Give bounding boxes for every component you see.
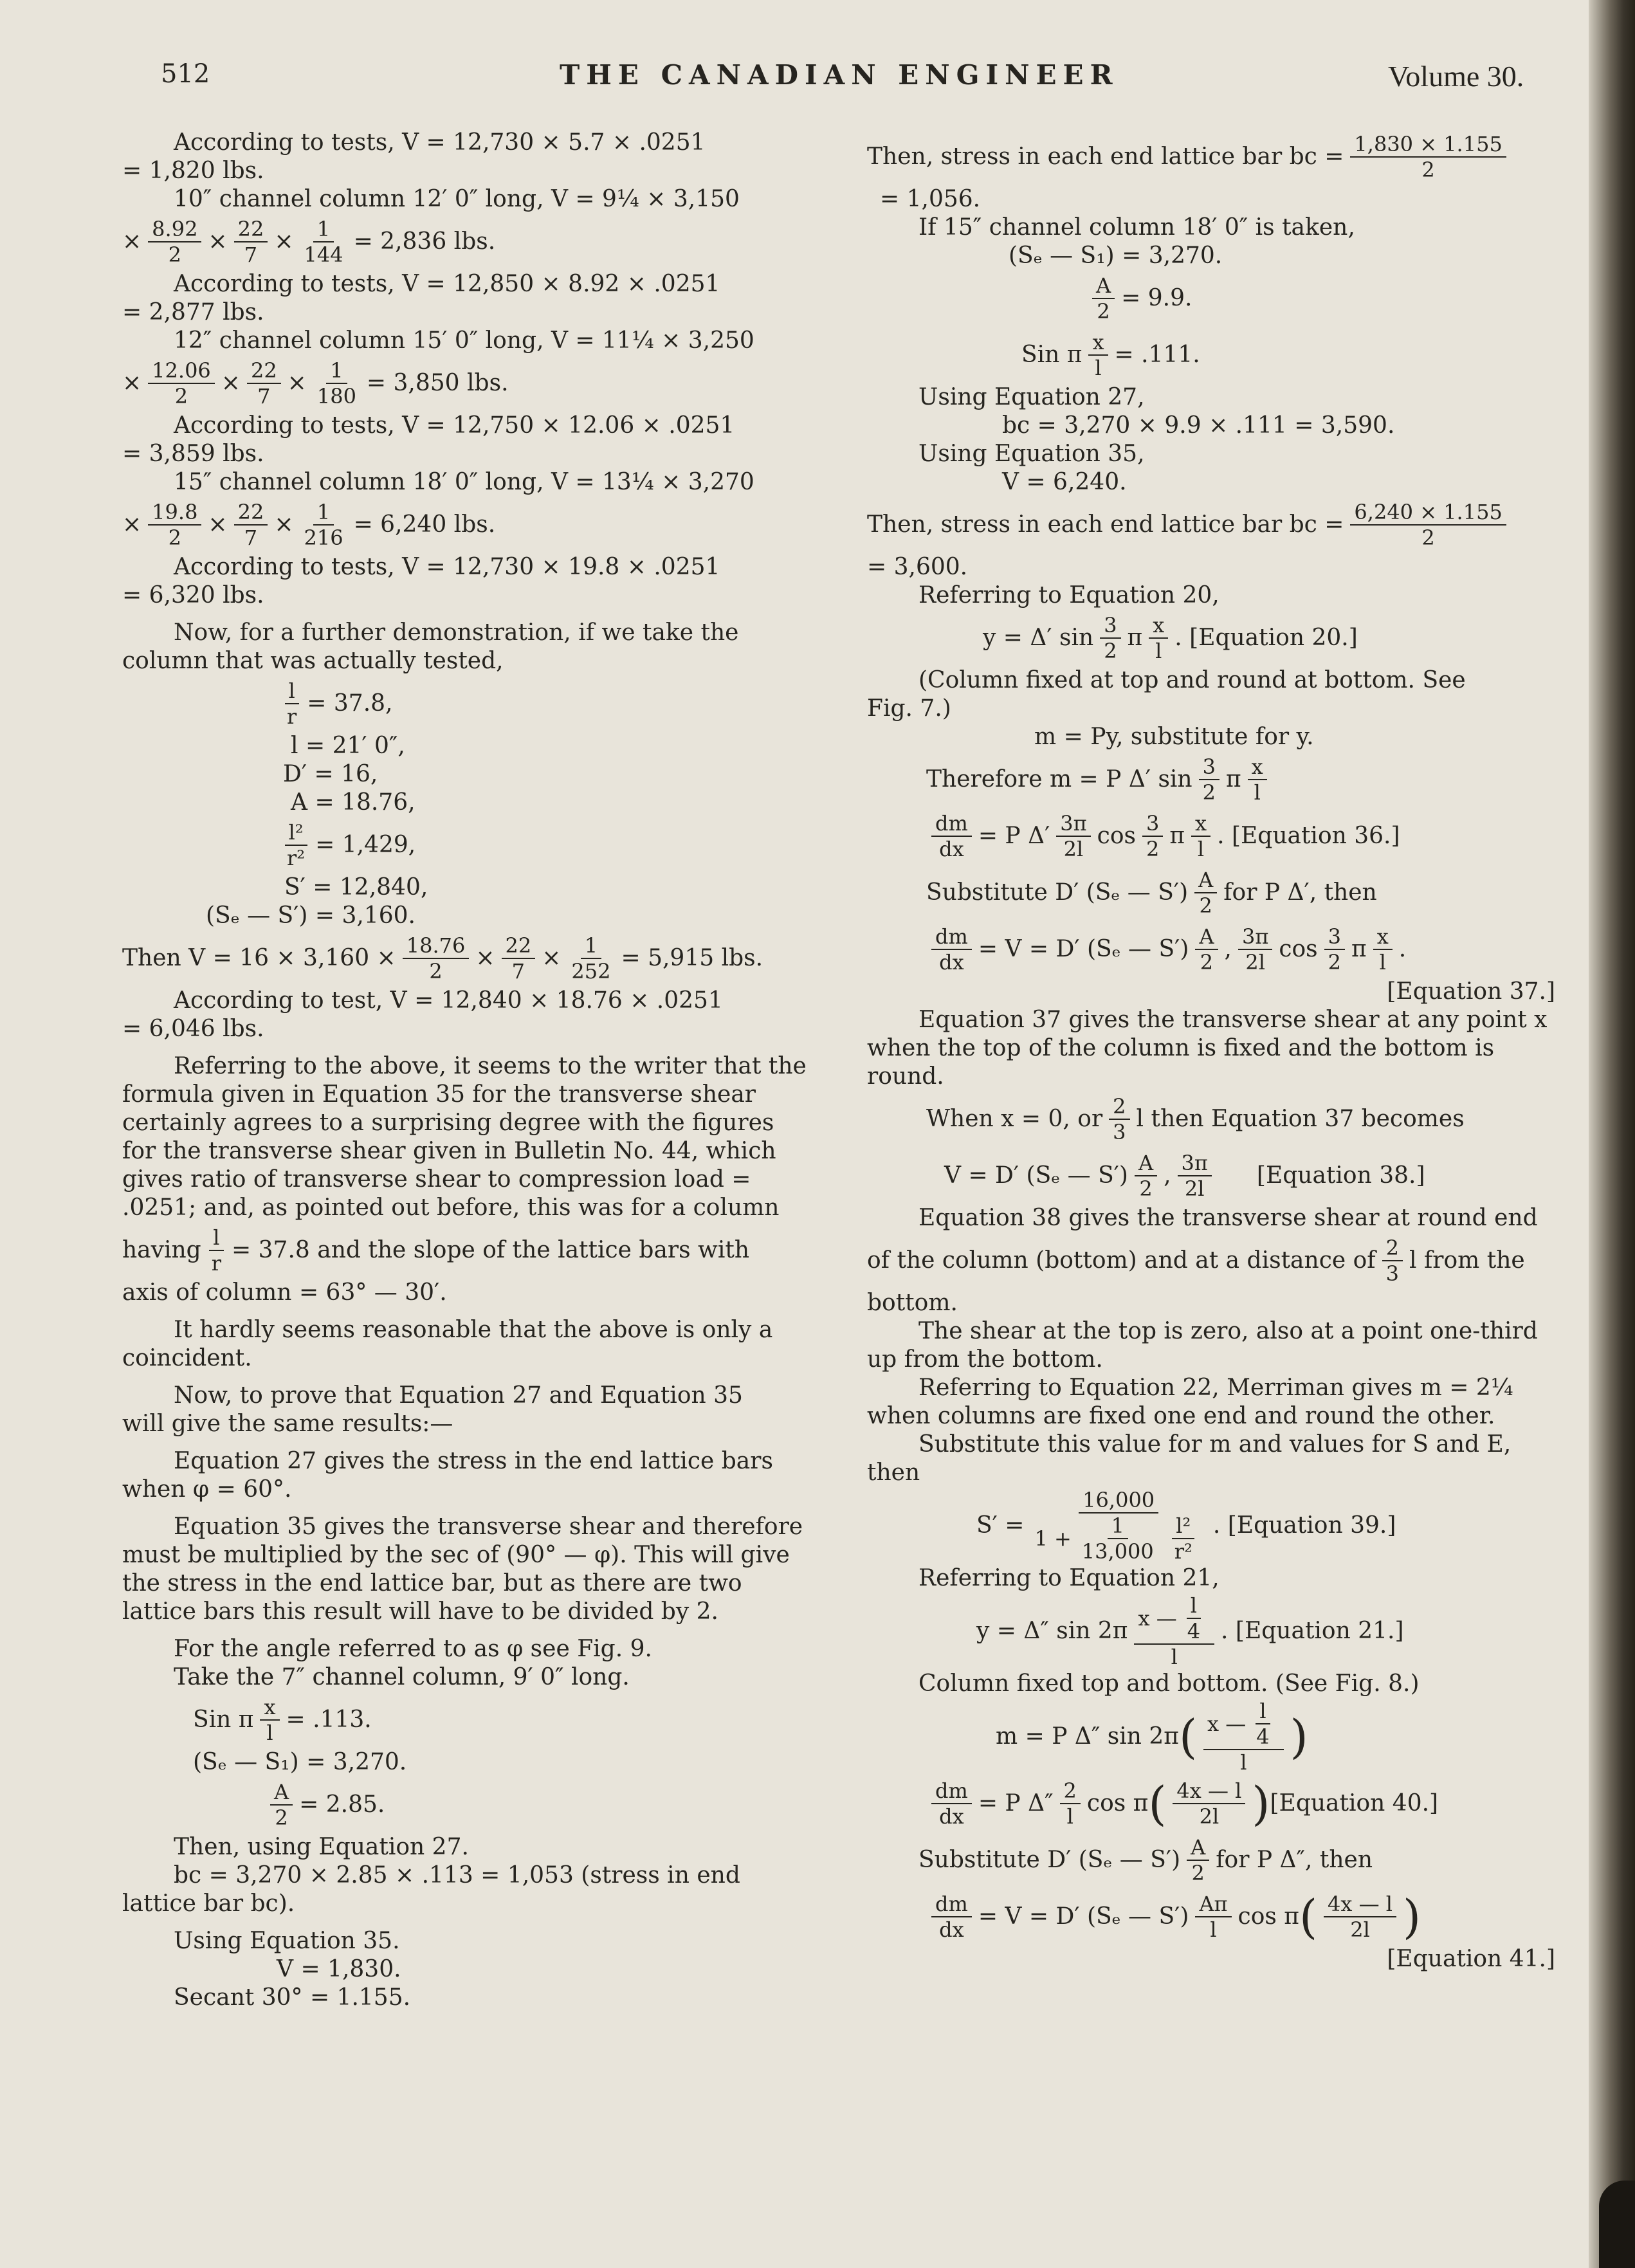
fraction: $\frac{A}{2}$ (1135, 1151, 1157, 1201)
text-line: Now, for a further demonstration, if we take the (174, 619, 739, 646)
text-line: Then, using Equation 27. (174, 1834, 469, 1860)
equation: Substitute D′ (Sₑ — S′) $\frac{A}{2}$ for P Δ″, then (918, 1835, 1373, 1885)
equation: $\frac{dm}{dx}$ = P Δ″ $\frac{2}{l}$ cos π ( $\frac{4x — l}{2l}$ ) [Equation 40.] (867, 1775, 1555, 1832)
text-line: D′ = 16, (283, 761, 378, 787)
text-line: up from the bottom. (867, 1346, 1103, 1373)
text-line: Column fixed top and bottom. (See Fig. 8.) (918, 1670, 1420, 1697)
fraction: $\frac{22}{7}$ (234, 500, 268, 550)
fraction: $\frac{A}{2}$ (1092, 273, 1115, 324)
equation: Therefore m = P Δ′ sin $\frac{3}{2}$ π $\frac{x}{l}$ (867, 751, 1555, 808)
fraction: x — $\frac{l}{4}$ l (1134, 1593, 1214, 1669)
text-line: 10″ channel column 12′ 0″ long, V = 9¼ × 3,150 (174, 186, 740, 212)
fraction: $\frac{dm}{dx}$ (931, 1779, 972, 1829)
text-line: S′ = 12,840, (284, 874, 428, 901)
fraction: $\frac{19.8}{2}$ (148, 500, 201, 550)
fraction: $\frac{dm}{dx}$ (931, 1892, 972, 1942)
fraction: $\frac{22}{7}$ (247, 358, 281, 408)
text-line: Referring to Equation 21, (918, 1565, 1219, 1591)
fraction: $\frac{12.06}{2}$ (148, 358, 215, 408)
equation-tag: [Equation 37.] (1387, 978, 1555, 1005)
fraction: $\frac{dm}{dx}$ (931, 924, 972, 974)
fraction: $\frac{\text{l²}}{\text{r²}}$ (1171, 1514, 1196, 1564)
text-line: (Column fixed at top and round at bottom. See (918, 667, 1466, 693)
fraction: $\frac{3}{2}$ (1324, 924, 1345, 974)
fraction: $\frac{2}{3}$ (1109, 1094, 1129, 1144)
fraction: $\frac{22}{7}$ (502, 933, 536, 983)
volume-label: Volume 30. (1388, 60, 1524, 93)
equation: Substitute D′ (Sₑ — S′) $\frac{A}{2}$ for P Δ′, then (926, 868, 1377, 918)
text-line: = 3,600. (867, 554, 968, 580)
fraction: $\frac{1}{216}$ (304, 500, 343, 550)
equation: having $\frac{l}{r}$ = 37.8 and the slope of the lattice bars with (122, 1225, 750, 1276)
equation: When x = 0, or $\frac{2}{3}$ l then Equation 37 becomes (926, 1094, 1465, 1144)
fraction: $\frac{3\pi}{2l}$ (1056, 811, 1090, 861)
text-line: when φ = 60°. (122, 1476, 292, 1503)
text-line: when columns are fixed one end and round the other. (867, 1403, 1495, 1429)
text-line: formula given in Equation 35 for the transverse shear (122, 1081, 756, 1108)
equation: of the column (bottom) and at a distance of $\frac{2}{3}$ l from the (867, 1236, 1525, 1286)
equation: V = D′ (Sₑ — S′) $\frac{A}{2}$ , $\frac{3\pi}{2l}$ [Equation 38.] (944, 1151, 1425, 1201)
text-line: According to tests, V = 12,750 × 12.06 × .0251 (174, 412, 735, 439)
fraction: $\frac{22}{7}$ (234, 217, 268, 267)
text-line: According to test, V = 12,840 × 18.76 × .0251 (174, 987, 723, 1014)
fraction: x — $\frac{l}{4}$ l (1203, 1699, 1284, 1775)
text-line: column that was actually tested, (122, 648, 504, 674)
fraction: $\frac{A}{2}$ (270, 1780, 293, 1830)
text-line: bc = 3,270 × 9.9 × .111 = 3,590. (1002, 412, 1395, 439)
text-line: It hardly seems reasonable that the above is only a (174, 1317, 773, 1343)
text-line: Referring to Equation 20, (918, 582, 1219, 608)
fraction: $\frac{l}{4}$ (1256, 1699, 1270, 1749)
fraction: $\frac{A}{2}$ (1195, 924, 1218, 974)
text-line: (Sₑ — S₁) = 3,270. (193, 1749, 407, 1775)
fraction: $\frac{x}{l}$ (1088, 330, 1108, 380)
text-line: A = 18.76, (291, 789, 416, 816)
equation: y = Δ″ sin 2π x — $\frac{l}{4}$ l . [Equation 21.] (976, 1593, 1404, 1669)
text-line: round. (867, 1063, 944, 1090)
equation: $\frac{dm}{dx}$ = P Δ′ $\frac{3\pi}{2l}$ cos $\frac{3}{2}$ π $\frac{x}{l}$ . [Equation 36.] (867, 808, 1555, 864)
text-line: Using Equation 27, (918, 384, 1145, 410)
text-line: the stress in the end lattice bar, but as there are two (122, 1570, 742, 1596)
text-line: Equation 37 gives the transverse shear at any point x (918, 1007, 1548, 1033)
text-line: (Sₑ — S₁) = 3,270. (1009, 242, 1223, 269)
journal-title: THE CANADIAN ENGINEER (560, 59, 1119, 91)
text-line: Equation 27 gives the stress in the end lattice bars (174, 1448, 773, 1474)
text-line: V = 6,240. (1002, 469, 1127, 495)
fraction: $\frac{l}{r}$ (283, 679, 300, 729)
text-line: m = Py, substitute for y. (1034, 724, 1314, 750)
text-line: 12″ channel column 15′ 0″ long, V = 11¼ × 3,250 (174, 327, 754, 354)
text-line: must be multiplied by the sec of (90° — φ). This will give (122, 1542, 790, 1568)
equation: Sin π $\frac{x}{l}$ = .113. (193, 1695, 372, 1745)
fraction: $\frac{1}{252}$ (571, 933, 611, 983)
page-number: 512 (161, 59, 210, 89)
text-line: will give the same results:— (122, 1411, 453, 1437)
equation-tag: [Equation 41.] (1387, 1946, 1555, 1972)
equation: y = Δ′ sin $\frac{3}{2}$ π $\frac{x}{l}$ . [Equation 20.] (983, 613, 1358, 663)
fraction: $\frac{6,240 \times 1.155}{2}$ (1350, 500, 1506, 550)
text-line: = 6,320 lbs. (122, 582, 264, 608)
text-line: = 1,056. (880, 186, 981, 212)
fraction: $\frac{x}{l}$ (1373, 924, 1393, 974)
text-line: For the angle referred to as φ see Fig. 9. (174, 1636, 652, 1662)
fraction: $\frac{1}{13,000}$ (1081, 1514, 1154, 1564)
fraction: $\frac{A\pi}{l}$ (1195, 1892, 1231, 1942)
fraction: $\frac{2}{3}$ (1382, 1236, 1403, 1286)
text-line: bc = 3,270 × 2.85 × .113 = 1,053 (stress in end (174, 1862, 740, 1888)
fraction: $\frac{1,830 \times 1.155}{2}$ (1350, 132, 1506, 182)
equation: $\frac{dm}{dx}$ = V = D′ (Sₑ — S′) $\frac{A\pi}{l}$ cos π ( $\frac{4x — l}{2l}$ ) (867, 1888, 1555, 1945)
text-line: gives ratio of transverse shear to compression load = (122, 1166, 751, 1193)
equation: × $\frac{19.8}{2}$ × $\frac{22}{7}$ × $\frac{1}{216}$ = 6,240 lbs. (122, 500, 496, 550)
text-line: According to tests, V = 12,730 × 19.8 × .0251 (174, 554, 720, 580)
text-line: (Sₑ — S′) = 3,160. (206, 902, 416, 929)
text-line: Equation 35 gives the transverse shear and therefore (174, 1514, 803, 1540)
text-line: l = 21′ 0″, (291, 733, 405, 759)
text-line: The shear at the top is zero, also at a point one-third (918, 1318, 1538, 1344)
text-line: coincident. (122, 1345, 252, 1371)
equation: Then, stress in each end lattice bar bc = $\frac{6,240 \times 1.155}{2}$ (867, 497, 1555, 553)
text-line: axis of column = 63° — 30′. (122, 1279, 447, 1306)
equation: $\frac{A}{2}$ = 2.85. (122, 1777, 804, 1833)
fraction: $\frac{dm}{dx}$ (931, 811, 972, 861)
text-line: Fig. 7.) (867, 695, 951, 722)
text-line: when the top of the column is fixed and the bottom is (867, 1035, 1495, 1061)
fraction: $\frac{2}{l}$ (1060, 1779, 1081, 1829)
text-line: 15″ channel column 18′ 0″ long, V = 13¼ × 3,270 (174, 469, 754, 495)
text-line: = 1,820 lbs. (122, 158, 264, 184)
book-spine-shadow (1589, 0, 1635, 2268)
equation: Then V = 16 × 3,160 × $\frac{18.76}{2}$ × $\frac{22}{7}$ × $\frac{1}{252}$ = 5,915 lbs. (122, 933, 763, 983)
text-line: According to tests, V = 12,850 × 8.92 × .0251 (174, 271, 720, 297)
equation: × $\frac{12.06}{2}$ × $\frac{22}{7}$ × $\frac{1}{180}$ = 3,850 lbs. (122, 358, 509, 408)
text-line: lattice bar bc). (122, 1890, 295, 1917)
text-line: certainly agrees to a surprising degree with the figures (122, 1110, 774, 1136)
fraction: $\frac{3}{2}$ (1199, 754, 1219, 805)
fraction: $\frac{18.76}{2}$ (403, 933, 470, 983)
fraction: $\frac{x}{l}$ (1149, 613, 1168, 663)
fraction: $\frac{3\pi}{2l}$ (1238, 924, 1272, 974)
text-line: Using Equation 35, (918, 441, 1145, 467)
text-line: Referring to the above, it seems to the writer that the (174, 1053, 807, 1079)
text-line: then (867, 1459, 920, 1486)
fraction: $\frac{x}{l}$ (1248, 754, 1267, 805)
text-line: Substitute this value for m and values for S and E, (918, 1431, 1512, 1458)
fraction: $\frac{l}{4}$ (1187, 1593, 1201, 1643)
equation: Then, stress in each end lattice bar bc = $\frac{1,830 \times 1.155}{2}$ (867, 129, 1555, 185)
text-line: = 3,859 lbs. (122, 441, 264, 467)
text-line: = 2,877 lbs. (122, 299, 264, 325)
text-line: Take the 7″ channel column, 9′ 0″ long. (174, 1664, 630, 1690)
text-line: According to tests, V = 12,730 × 5.7 × .0251 (174, 129, 706, 156)
text-line: Secant 30° = 1.155. (174, 1984, 411, 2011)
fraction: $\frac{x}{l}$ (260, 1695, 279, 1745)
fraction: $\frac{3\pi}{2l}$ (1178, 1151, 1212, 1201)
equation: $\frac{\text{l²}}{\text{r²}}$ = 1,429, (122, 817, 804, 873)
left-column (122, 129, 807, 2012)
right-column (867, 129, 1555, 1973)
fraction: 16,000 1 + $\frac{1}{13,000}$ $\frac{\text{l²}}{\text{r²}}$ (1030, 1488, 1206, 1564)
equation: Sin π $\frac{x}{l}$ = .111. (1021, 330, 1200, 380)
text-line: Using Equation 35. (174, 1928, 400, 1954)
text-line: V = 1,830. (277, 1956, 401, 1982)
fraction: $\frac{1}{144}$ (304, 217, 343, 267)
text-line: Now, to prove that Equation 27 and Equation 35 (174, 1382, 743, 1409)
fraction: $\frac{A}{2}$ (1187, 1835, 1209, 1885)
equation: $\frac{A}{2}$ = 9.9. (867, 270, 1555, 327)
text-line: = 6,046 lbs. (122, 1016, 264, 1042)
fraction: $\frac{x}{l}$ (1191, 811, 1210, 861)
text-line: bottom. (867, 1290, 958, 1316)
fraction: $\frac{1}{180}$ (316, 358, 356, 408)
equation: $\frac{l}{r}$ = 37.8, (122, 675, 804, 732)
text-line: .0251; and, as pointed out before, this was for a column (122, 1194, 780, 1221)
equation: S′ = 16,000 1 + $\frac{1}{13,000}$ $\frac{\text{l²}}{\text{r²}}$ . [Equation 39.] (976, 1488, 1396, 1564)
fraction: $\frac{3}{2}$ (1100, 613, 1120, 663)
fraction: $\frac{\text{l²}}{\text{r²}}$ (283, 820, 309, 870)
equation: m = P Δ″ sin 2π ( x — $\frac{l}{4}$ l ) (996, 1699, 1308, 1775)
equation: $\frac{dm}{dx}$ = V = D′ (Sₑ — S′) $\frac{A}{2}$ , $\frac{3\pi}{2l}$ cos $\frac{3}{2}$ π $\frac{x}{l}$ . (867, 921, 1555, 978)
text-line: Referring to Equation 22, Merriman gives m = 2¼ (918, 1375, 1513, 1401)
text-line: for the transverse shear given in Bulletin No. 44, which (122, 1138, 776, 1164)
fraction: $\frac{A}{2}$ (1194, 868, 1217, 918)
text-line: If 15″ channel column 18′ 0″ is taken, (918, 214, 1355, 241)
fraction: $\frac{4x — l}{2l}$ (1324, 1892, 1396, 1942)
text-line: Equation 38 gives the transverse shear at round end (918, 1205, 1538, 1231)
fraction: $\frac{l}{r}$ (208, 1225, 225, 1276)
equation: × $\frac{8.92}{2}$ × $\frac{22}{7}$ × $\frac{1}{144}$ = 2,836 lbs. (122, 217, 496, 267)
fraction: $\frac{8.92}{2}$ (148, 217, 201, 267)
fraction: $\frac{4x — l}{2l}$ (1173, 1779, 1245, 1829)
book-spine-edge (1599, 2181, 1635, 2268)
fraction: $\frac{3}{2}$ (1142, 811, 1163, 861)
text-line: lattice bars this result will have to be divided by 2. (122, 1598, 718, 1625)
